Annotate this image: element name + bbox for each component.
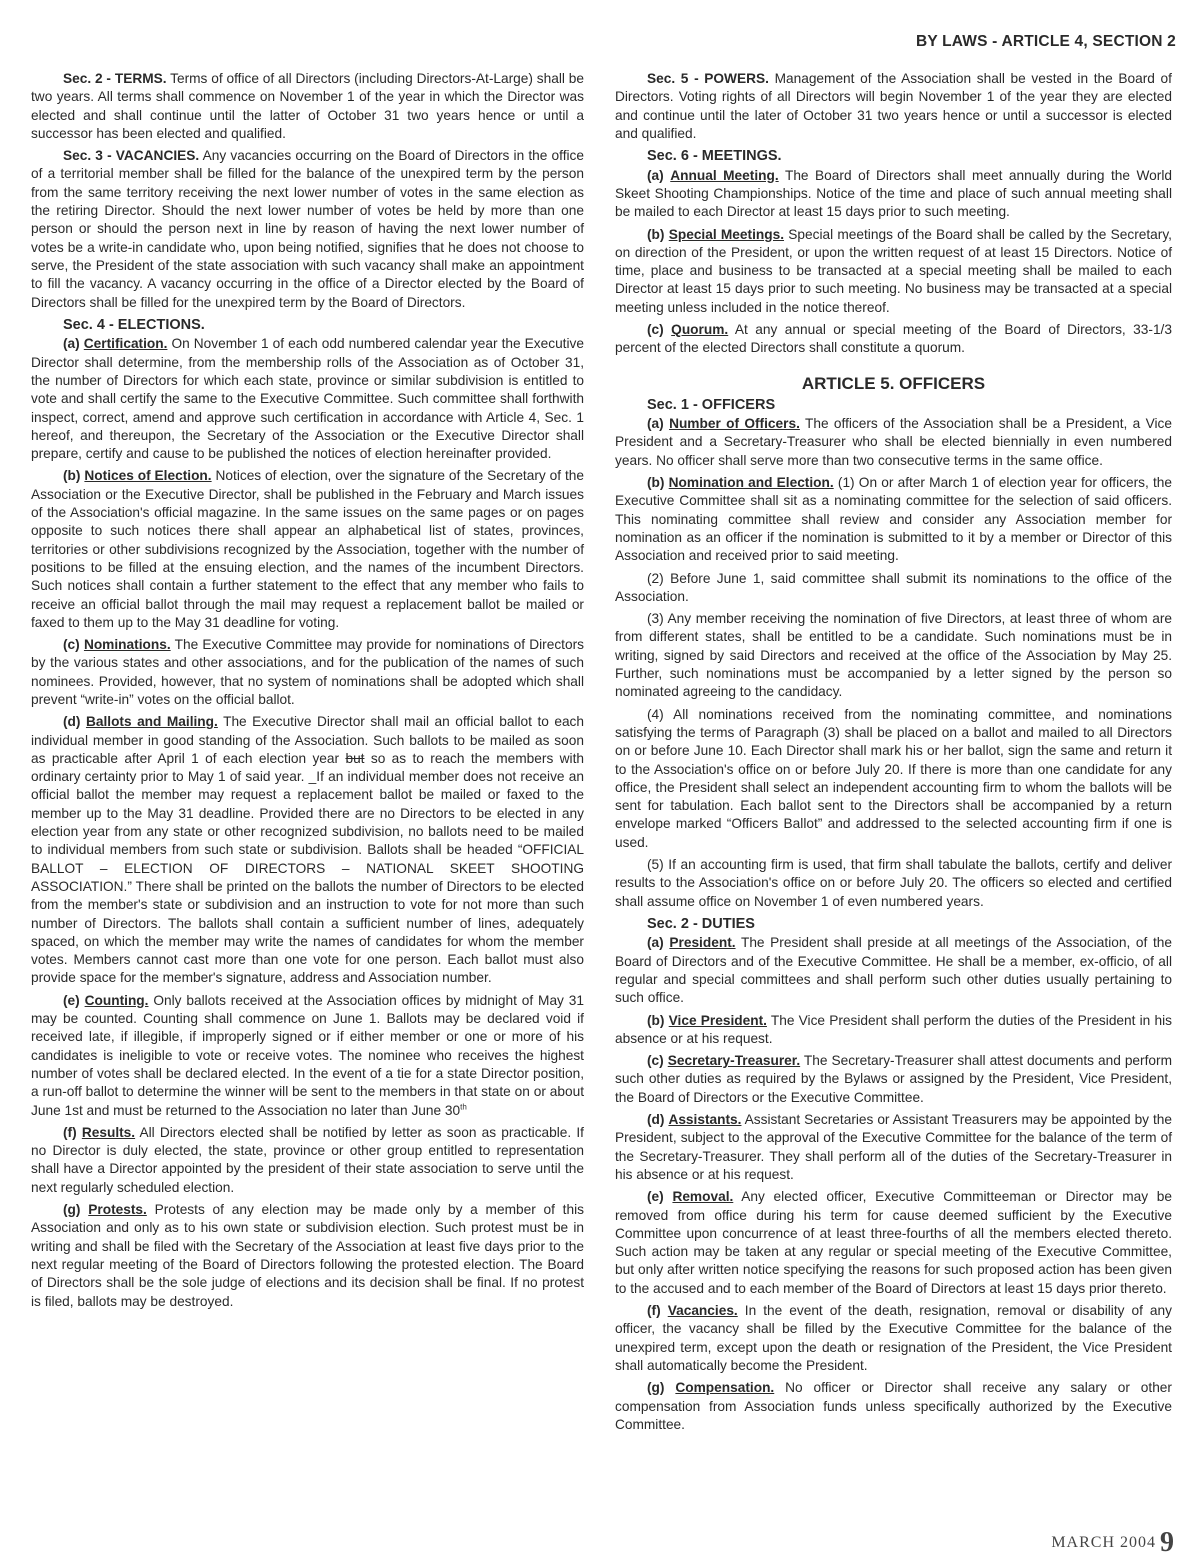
nomination-election-title: Nomination and Election. bbox=[668, 475, 834, 491]
protests-text: Protests of any election may be made only by a member of this Association and only as to his own state or subdivision election. Such protest must be in writing and shall be filed with the Secretary of the Association at least five days prior to the next regular meeting of the Board of Directors following the protested election. The Board of Directors shall be the sole judge of elections and its decision shall be final. If no protest is filed, ballots may be destroyed. bbox=[31, 1202, 584, 1309]
number-of-officers-title: Number of Officers. bbox=[669, 416, 800, 432]
sec5-powers-text: Management of the Association shall be vested in the Board of Directors. Voting rights of all Directors will begin November 1 of the year they are elected and continue until the later of October 31 two years hence or until a successor is elected and qualified. bbox=[615, 71, 1172, 141]
number-of-officers-paragraph bbox=[615, 415, 1172, 470]
compensation-text: No officer or Director shall receive any salary or other compensation from Association funds unless specifically authorized by the Executive Committee. bbox=[615, 1380, 1172, 1432]
assistants-text: Assistant Secretaries or Assistant Treasurers may be appointed by the President, subject to the approval of the Executive Committee for the balance of the term of the Secretary-Treasurer. They shall perform all of the duties of the Secretary-Treasurer in his absence or at his request. bbox=[615, 1112, 1172, 1182]
officer-vacancies-label: (f) bbox=[647, 1303, 661, 1319]
results-paragraph bbox=[31, 1124, 584, 1197]
folio-date: MARCH 2004 bbox=[1051, 1534, 1156, 1551]
special-meetings-paragraph bbox=[615, 226, 1172, 317]
sec5-powers-heading: Sec. 5 - POWERS. bbox=[647, 71, 769, 86]
special-meetings-label: (b) bbox=[647, 226, 665, 242]
notices-title: Notices of Election. bbox=[84, 468, 212, 484]
protests-paragraph bbox=[31, 1201, 584, 1311]
certification-paragraph bbox=[31, 335, 584, 463]
counting-text: Only ballots received at the Association offices by midnight of May 31 may be counted. Counting shall commence on June 1. Ballots may be declared void if received late, if illegible, if improperly signed or if either member or one or more of his candidates is ineligible to vote or receive votes. The nominee who receives the highest number of votes shall be declared elected. In the event of a tie for a state Director position, a run-off ballot to determine the winner will be sent to the members in that state on or about June 1st and must be returned to the Association no later than June 30 bbox=[31, 992, 584, 1118]
certification-label: (a) bbox=[63, 336, 80, 352]
secretary-treasurer-paragraph bbox=[615, 1052, 1172, 1107]
ballots-text-a: The Executive Director shall mail an official ballot to each individual member in good standing of the Association. Such ballots to be mailed as soon as practicable after April 1 of each election year bbox=[31, 714, 585, 766]
compensation-paragraph bbox=[615, 1379, 1172, 1434]
officer-vacancies-text: In the event of the death, resignation, removal or disability of any officer, the vacancy shall be filled by the Executive Committee for the balance of the unexpired term, except upon the death or resignation of the President, the Vice President shall automatically become the President. bbox=[615, 1303, 1172, 1373]
quorum-label: (c) bbox=[647, 322, 664, 338]
president-title: President. bbox=[669, 935, 736, 951]
special-meetings-text: Special meetings of the Board shall be called by the Secretary, on direction of the President, or upon the written request of at least 15 Directors. Notice of time, place and business to be transacted at a special meeting shall be mailed to each Director at least 15 days prior to such meeting. No business may be transacted at a special meeting unless included in the notice thereof. bbox=[615, 226, 1172, 315]
counting-paragraph bbox=[31, 992, 584, 1120]
number-of-officers-text: The officers of the Association shall be a President, a Vice President and a Secretary-Treasurer who shall be elected biennially in even numbered years. No officer shall serve more than two consecutive terms in the same office. bbox=[615, 416, 1172, 468]
results-title: Results. bbox=[81, 1124, 136, 1140]
page-number: 9 bbox=[1160, 1527, 1174, 1558]
nomination-election-label: (b) bbox=[647, 475, 665, 491]
nomination-election-paragraph bbox=[615, 474, 1172, 565]
running-head: BY LAWS - ARTICLE 4, SECTION 2 bbox=[915, 33, 1176, 50]
assistants-label: (d) bbox=[647, 1112, 665, 1128]
assistants-title: Assistants. bbox=[668, 1112, 742, 1128]
annual-meeting-paragraph bbox=[615, 167, 1172, 222]
sec3-vacancies-text: Any vacancies occurring on the Board of Directors in the office of a territorial member shall be filled for the balance of the unexpired term by the person from the same territory receiving the next lower number of votes in the same election as the retiring Director. Should the next lower number of votes be held by more than one person or should the person next in line by reason of having the next lower number of votes be a write-in candidate who, upon being notified, signifies that he does not choose to serve, the President of the state association with such vacancy shall make an appointment to fill the vacancy. A vacancy occurring in the office of a Director elected by the Board of Directors shall be filled for the unexpired term by the Board of Directors. bbox=[31, 148, 584, 310]
sec2-terms-heading: Sec. 2 - TERMS. bbox=[63, 71, 167, 86]
vice-president-paragraph bbox=[615, 1012, 1172, 1049]
nomination-item-4: (4) All nominations received from the nominating committee, and nominations satisfying the terms of Paragraph (3) shall be placed on a ballot and mailed to all Directors on or before June 10. Each Director shall mark his or her ballot, sign the same and return it to the Association's office on or before July 20. If there is more than one candidate for any office, the President shall select an independent accounting firm to whom the ballots will be sent for tabulation. Each ballot sent to the Directors shall be accompanied by a return envelope marked “Officers Ballot” and addressed to the selected accounting firm if one is used. bbox=[615, 706, 1172, 850]
sec4-elections-heading: Sec. 4 - ELECTIONS. bbox=[63, 316, 205, 333]
removal-paragraph bbox=[615, 1188, 1172, 1298]
number-of-officers-label: (a) bbox=[647, 416, 664, 432]
nomination-item-3: (3) Any member receiving the nomination of five Directors, at least three of whom are from different states, shall be entitled to be a candidate. Such nominations must be in writing, signed by said Directors and received at the office of the Association by May 25. Further, such nominations must be accompanied by a letter signed by the person so nominated agreeing to the candidacy. bbox=[615, 611, 1172, 700]
sec2-terms-paragraph bbox=[31, 70, 584, 143]
annual-meeting-title: Annual Meeting. bbox=[670, 167, 779, 183]
notices-paragraph bbox=[31, 467, 584, 632]
ballots-label: (d) bbox=[63, 714, 81, 730]
certification-text: On November 1 of each odd numbered calendar year the Executive Director shall determine, from the membership rolls of the Association as of October 31, the number of Directors for which each state, province or similar subdivision is entitled to vote and shall certify the same to the Executive Committee. Such committee shall forthwith inspect, correct, amend and approve such certification in accordance with Article 4, Sec. 1 hereof, and thereupon, the Secretary of the Association or the Executive Director shall prepare, certify and cause to be published the notices of election hereinafter provided. bbox=[31, 336, 584, 462]
compensation-title: Compensation. bbox=[675, 1380, 775, 1396]
nomination-item-2: (2) Before June 1, said committee shall submit its nominations to the office of the Association. bbox=[615, 570, 1172, 604]
nominations-text: The Executive Committee may provide for nominations of Directors by the various states and other associations, and for the publication of the names of such nominees. Provided, however, that no system of nominations shall be adopted which shall prevent “write-in” votes on the official ballot. bbox=[31, 637, 584, 707]
nominations-title: Nominations. bbox=[83, 637, 171, 653]
counting-title: Counting. bbox=[84, 992, 149, 1008]
secretary-treasurer-label: (c) bbox=[647, 1053, 664, 1069]
left-column bbox=[31, 70, 584, 1315]
quorum-paragraph bbox=[615, 321, 1172, 358]
notices-label: (b) bbox=[63, 468, 81, 484]
assistants-paragraph bbox=[615, 1111, 1172, 1184]
removal-text: Any elected officer, Executive Committeeman or Director may be removed from office during his term for cause deemed sufficient by the Executive Committee upon concurrence of at least three-fourths of all the members elected thereto. Such action may be taken at any regular or special meeting of the Executive Committee, but only after written notice specifying the reasons for such proposed action has been given to the accused and to each member of the Board of Directors at least 15 days prior thereto. bbox=[615, 1189, 1172, 1296]
protests-title: Protests. bbox=[88, 1202, 147, 1218]
sec3-vacancies-paragraph bbox=[31, 147, 584, 312]
notices-text: Notices of election, over the signature of the Secretary of the Association or the Executive Director, shall be published in the February and March issues of the Association's official magazine. In the same issues on the same pages or on pages opposite to such notices there shall appear an alphabetical list of states, provinces, territories or other subdivisions recognized by the Association, together with the number of positions to be filled at the ensuing election, and the names of the incumbent Directors. Such notices shall contain a further statement to the effect that any member who fails to receive an official ballot through the mail may request a replacement ballot be mailed or faxed to them up to the May 31 deadline for voting. bbox=[31, 468, 584, 630]
quorum-text: At any annual or special meeting of the Board of Directors, 33-1/3 percent of the elected Directors shall constitute a quorum. bbox=[615, 322, 1172, 356]
ballots-paragraph bbox=[31, 713, 584, 987]
counting-label: (e) bbox=[63, 992, 80, 1008]
sec3-vacancies-heading: Sec. 3 - VACANCIES. bbox=[63, 148, 200, 164]
annual-meeting-text: The Board of Directors shall meet annually during the World Skeet Shooting Championships. Notice of the time and place of such annual meeting shall be mailed to each Director at least 15 days prior to such meeting. bbox=[615, 167, 1172, 220]
ballots-text-b: so as to reach the members with ordinary certainty prior to May 1 of said year. _If an individual member does not receive an official ballot the member may request a replacement ballot be mailed or faxed to the member up to the May 31 deadline. Provided there are no Directors to be elected in any election year from any state or other recognized subdivision, no ballots need to be mailed to individual members from such state or subdivision. Ballots shall be headed “OFFICIAL BALLOT – ELECTION OF DIRECTORS – NATIONAL SKEET SHOOTING ASSOCIATION.” There shall be printed on the ballots the number of Directors to be elected from the member's state or subdivision and an instruction to vote for not more than such number of Directors. The ballots shall contain a sufficient number of lines, adequately spaced, on which the member may write the names of candidates for whom the member votes. Members cannot cast more than one vote for one person. Each ballot must also provide space for the member's signature, address and Association number. bbox=[31, 750, 585, 986]
vice-president-label: (b) bbox=[647, 1012, 665, 1028]
right-column bbox=[615, 70, 1172, 1438]
compensation-label: (g) bbox=[647, 1380, 665, 1396]
nominations-label: (c) bbox=[63, 637, 80, 653]
sec2-duties-heading: Sec. 2 - DUTIES bbox=[647, 915, 755, 932]
removal-label: (e) bbox=[647, 1189, 664, 1205]
article5-heading: ARTICLE 5. OFFICERS bbox=[801, 373, 986, 393]
ballots-struck-word: but bbox=[345, 750, 365, 766]
protests-label: (g) bbox=[63, 1202, 81, 1218]
officer-vacancies-title: Vacancies. bbox=[667, 1303, 738, 1319]
vice-president-title: Vice President. bbox=[668, 1012, 767, 1028]
sec2-terms-text: Terms of office of all Directors (including Directors-At-Large) shall be two years. All terms shall commence on November 1 of the year in which the Director was elected and shall continue until the latter of October 31 two years hence or until a successor has been elected and qualified. bbox=[31, 71, 584, 141]
officer-vacancies-paragraph bbox=[615, 1302, 1172, 1375]
president-paragraph bbox=[615, 934, 1172, 1007]
quorum-title: Quorum. bbox=[671, 322, 729, 338]
sec5-powers-paragraph bbox=[615, 70, 1172, 143]
annual-meeting-label: (a) bbox=[647, 167, 664, 183]
special-meetings-title: Special Meetings. bbox=[668, 226, 785, 242]
secretary-treasurer-title: Secretary-Treasurer. bbox=[667, 1053, 801, 1069]
results-text: All Directors elected shall be notified by letter as soon as practicable. If no Director is duly elected, the state, province or other group entitled to representation shall have a Director appointed by the president of their state association to serve until the next regularly scheduled election. bbox=[31, 1124, 584, 1195]
nominations-paragraph bbox=[31, 636, 584, 709]
removal-title: Removal. bbox=[672, 1189, 734, 1205]
sec1-officers-heading: Sec. 1 - OFFICERS bbox=[647, 396, 776, 413]
ballots-title: Ballots and Mailing. bbox=[85, 714, 218, 730]
nomination-election-text: (1) On or after March 1 of election year for officers, the Executive Committee shall sit as a nominating committee for the selection of said officers. This nominating committee shall review and consider any Association member for nomination as an officer if the nomination is submitted to it by a member or Director of this Association and received prior to said meeting. bbox=[615, 475, 1172, 564]
results-label: (f) bbox=[63, 1124, 77, 1140]
nomination-item-5: (5) If an accounting firm is used, that firm shall tabulate the ballots, certify and deliver results to the Association's office on or before July 20. The officers so elected and certified shall assume office on November 1 of even numbered years. bbox=[615, 856, 1172, 909]
vice-president-text: The Vice President shall perform the duties of the President in his absence or at his request. bbox=[615, 1012, 1172, 1046]
counting-superscript: th bbox=[460, 1101, 467, 1111]
certification-title: Certification. bbox=[83, 336, 168, 352]
president-text: The President shall preside at all meetings of the Association, of the Board of Directors and of the Executive Committee. He shall be a member, ex-officio, of all regular and special committees and shall perform such other duties usually pertaining to such office. bbox=[615, 935, 1172, 1006]
sec6-meetings-heading: Sec. 6 - MEETINGS. bbox=[647, 148, 782, 165]
page-folio bbox=[1051, 1527, 1174, 1559]
president-label: (a) bbox=[647, 935, 664, 951]
secretary-treasurer-text: The Secretary-Treasurer shall attest documents and perform such other duties as required by the Bylaws or assigned by the President, Vice President, the Board of Directors or the Executive Committee. bbox=[615, 1053, 1172, 1105]
